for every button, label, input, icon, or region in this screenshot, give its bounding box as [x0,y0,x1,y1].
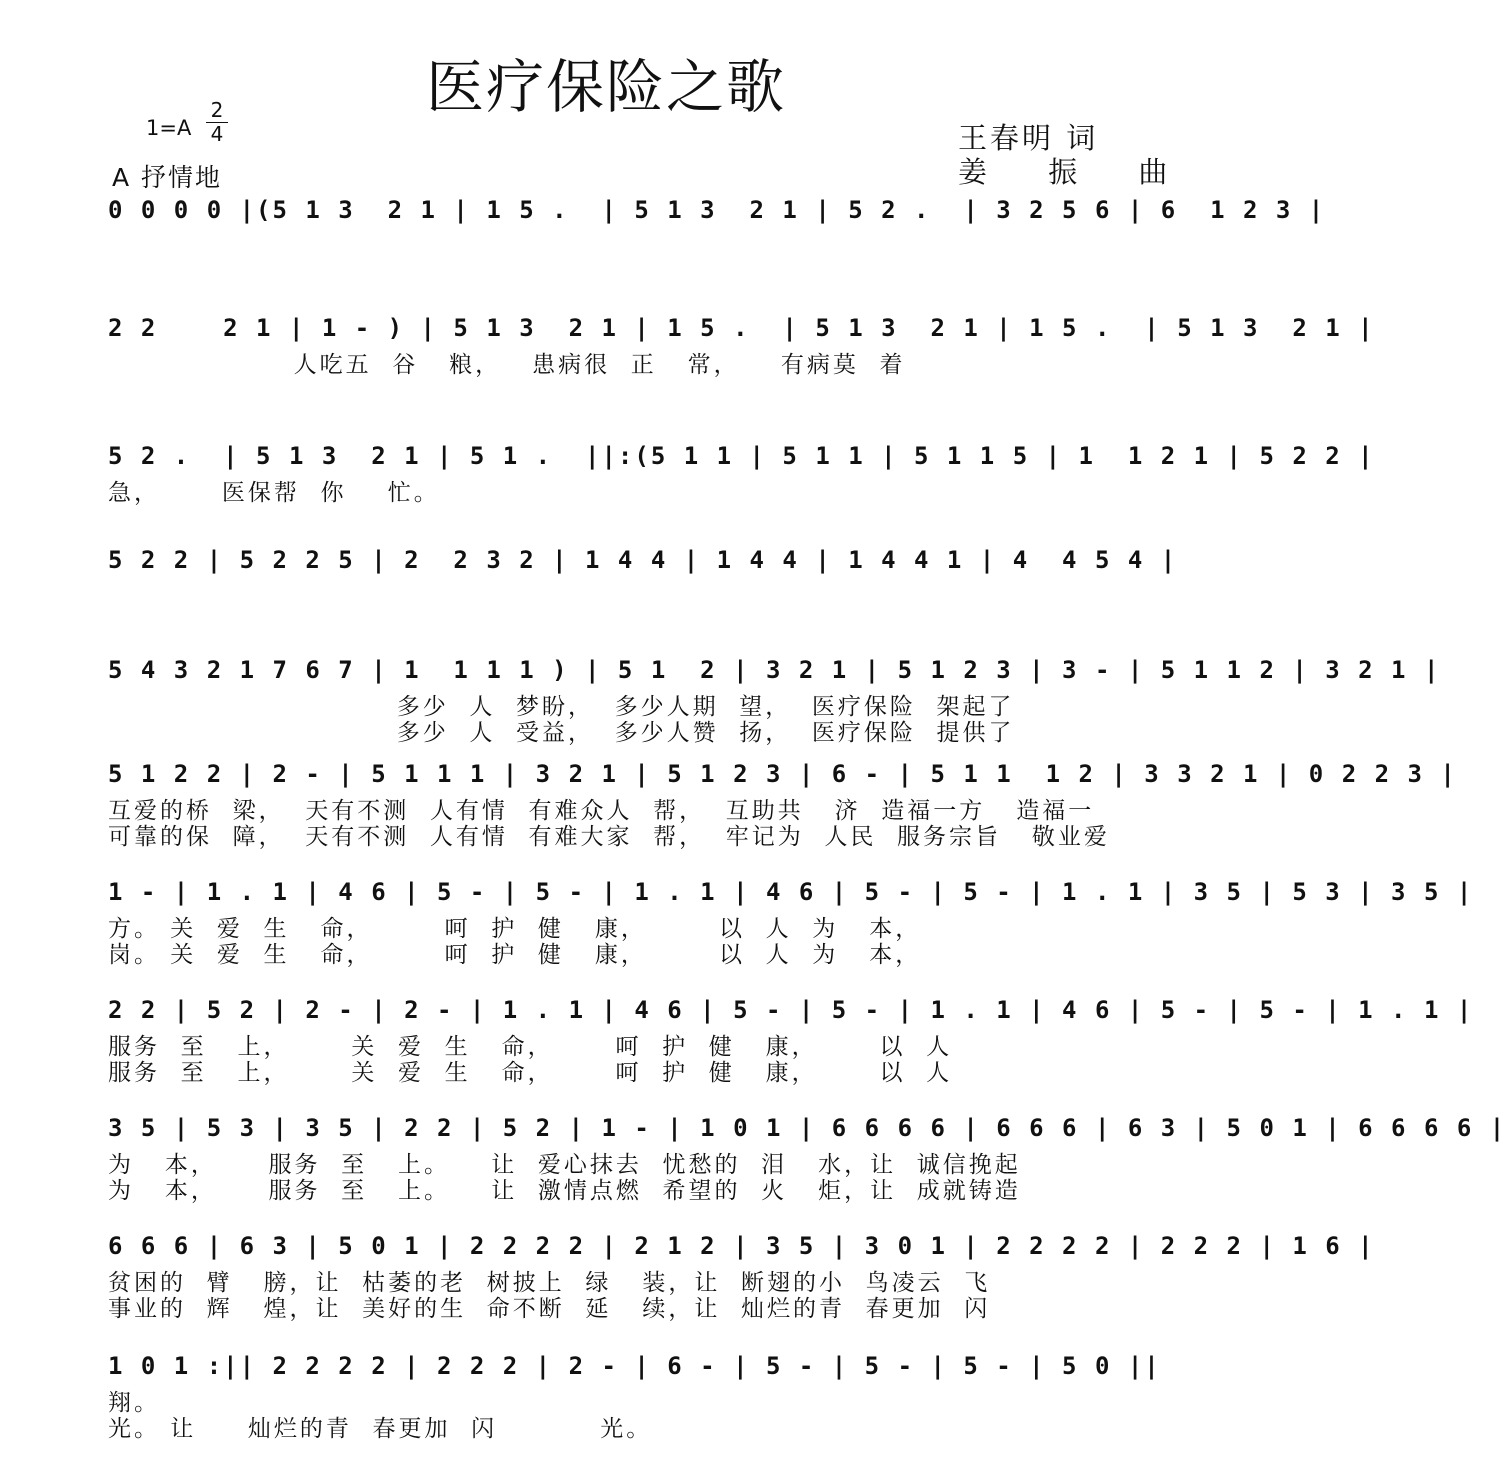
tempo-marking: A 抒情地 [112,163,223,192]
notation-row: 6 6 6 | 6 3 | 5 0 1 | 2 2 2 2 | 2 1 2 | 3 5 | 3 0 1 | 2 2 2 2 | 2 2 2 | 1 6 | [108,1232,1375,1260]
lyric-line: 多少 人 受益， 多少人赞 扬， 医疗保险 提供了 [108,720,1015,746]
time-signature [206,100,228,145]
lyric-line: 多少 人 梦盼， 多少人期 望， 医疗保险 架起了 [108,694,1015,720]
lyric-line: 为 本， 服务 至 上。 让 爱心抹去 忧愁的 泪 水，让 诚信挽起 [108,1152,1021,1178]
lyric-line: 光。 让 灿烂的青 春更加 闪 光。 [108,1416,653,1442]
time-signature-bottom: 4 [210,122,224,146]
lyric-line: 为 本， 服务 至 上。 让 激情点燃 希望的 火 炬，让 成就铸造 [108,1178,1021,1204]
lyricist-credit: 王春明 词 [958,121,1099,155]
notation-row: 1 0 1 :|| 2 2 2 2 | 2 2 2 | 2 - | 6 - | 5 - | 5 - | 5 - | 5 0 || [108,1352,1161,1380]
notation-row: 2 2 | 5 2 | 2 - | 2 - | 1 . 1 | 4 6 | 5 - | 5 - | 1 . 1 | 4 6 | 5 - | 5 - | 1 . 1 | [108,996,1474,1024]
lyric-line: 服务 至 上， 关 爱 生 命， 呵 护 健 康， 以 人 [108,1060,953,1086]
song-title: 医疗保险之歌 [425,53,786,121]
notation-row: 5 2 2 | 5 2 2 5 | 2 2 3 2 | 1 4 4 | 1 4 4 | 1 4 4 1 | 4 4 5 4 | [108,546,1178,574]
lyric-line: 互爱的桥 梁， 天有不测 人有情 有难众人 帮， 互助共 济 造福一方 造福一 [108,798,1095,824]
notation-row: 1 - | 1 . 1 | 4 6 | 5 - | 5 - | 1 . 1 | 4 6 | 5 - | 5 - | 1 . 1 | 3 5 | 5 3 | 3 5 | [108,878,1474,906]
lyric-line: 方。 关 爱 生 命， 呵 护 健 康， 以 人 为 本， [108,916,922,942]
lyric-line: 急， 医保帮 你 忙。 [108,480,440,506]
notation-row: 5 1 2 2 | 2 - | 5 1 1 1 | 3 2 1 | 5 1 2 3 | 6 - | 5 1 1 1 2 | 3 3 2 1 | 0 2 2 3 | [108,760,1457,788]
lyric-line: 翔。 [108,1390,160,1416]
lyric-line: 可靠的保 障， 天有不测 人有情 有难大家 帮， 牢记为 人民 服务宗旨 敬业爱 [108,824,1110,850]
time-signature-top: 2 [210,98,224,122]
lyric-line: 人吃五 谷 粮， 患病很 正 常， 有病莫 着 [108,352,906,378]
notation-row: 5 2 . | 5 1 3 2 1 | 5 1 . ||:(5 1 1 | 5 1 1 | 5 1 1 5 | 1 1 2 1 | 5 2 2 | [108,442,1375,470]
key-signature: 1=A [146,116,192,140]
notation-row: 3 5 | 5 3 | 3 5 | 2 2 | 5 2 | 1 - | 1 0 1 | 6 6 6 6 | 6 6 6 | 6 3 | 5 0 1 | 6 6 6 6 | [108,1114,1506,1142]
lyric-line: 服务 至 上， 关 爱 生 命， 呵 护 健 康， 以 人 [108,1034,953,1060]
composer-credit: 姜 振 曲 [958,155,1194,189]
lyric-line: 事业的 辉 煌，让 美好的生 命不断 延 续，让 灿烂的青 春更加 闪 [108,1296,991,1322]
notation-row: 2 2 2 1 | 1 - ) | 5 1 3 2 1 | 1 5 . | 5 1 3 2 1 | 1 5 . | 5 1 3 2 1 | [108,314,1375,342]
lyric-line: 贫困的 臂 膀，让 枯萎的老 树披上 绿 装，让 断翅的小 鸟凌云 飞 [108,1270,991,1296]
notation-row: 5 4 3 2 1 7 6 7 | 1 1 1 1 ) | 5 1 2 | 3 2 1 | 5 1 2 3 | 3 - | 5 1 1 2 | 3 2 1 | [108,656,1441,684]
notation-row: 0 0 0 0 |(5 1 3 2 1 | 1 5 . | 5 1 3 2 1 | 5 2 . | 3 2 5 6 | 6 1 2 3 | [108,196,1326,224]
lyric-line: 岗。 关 爱 生 命， 呵 护 健 康， 以 人 为 本， [108,942,922,968]
